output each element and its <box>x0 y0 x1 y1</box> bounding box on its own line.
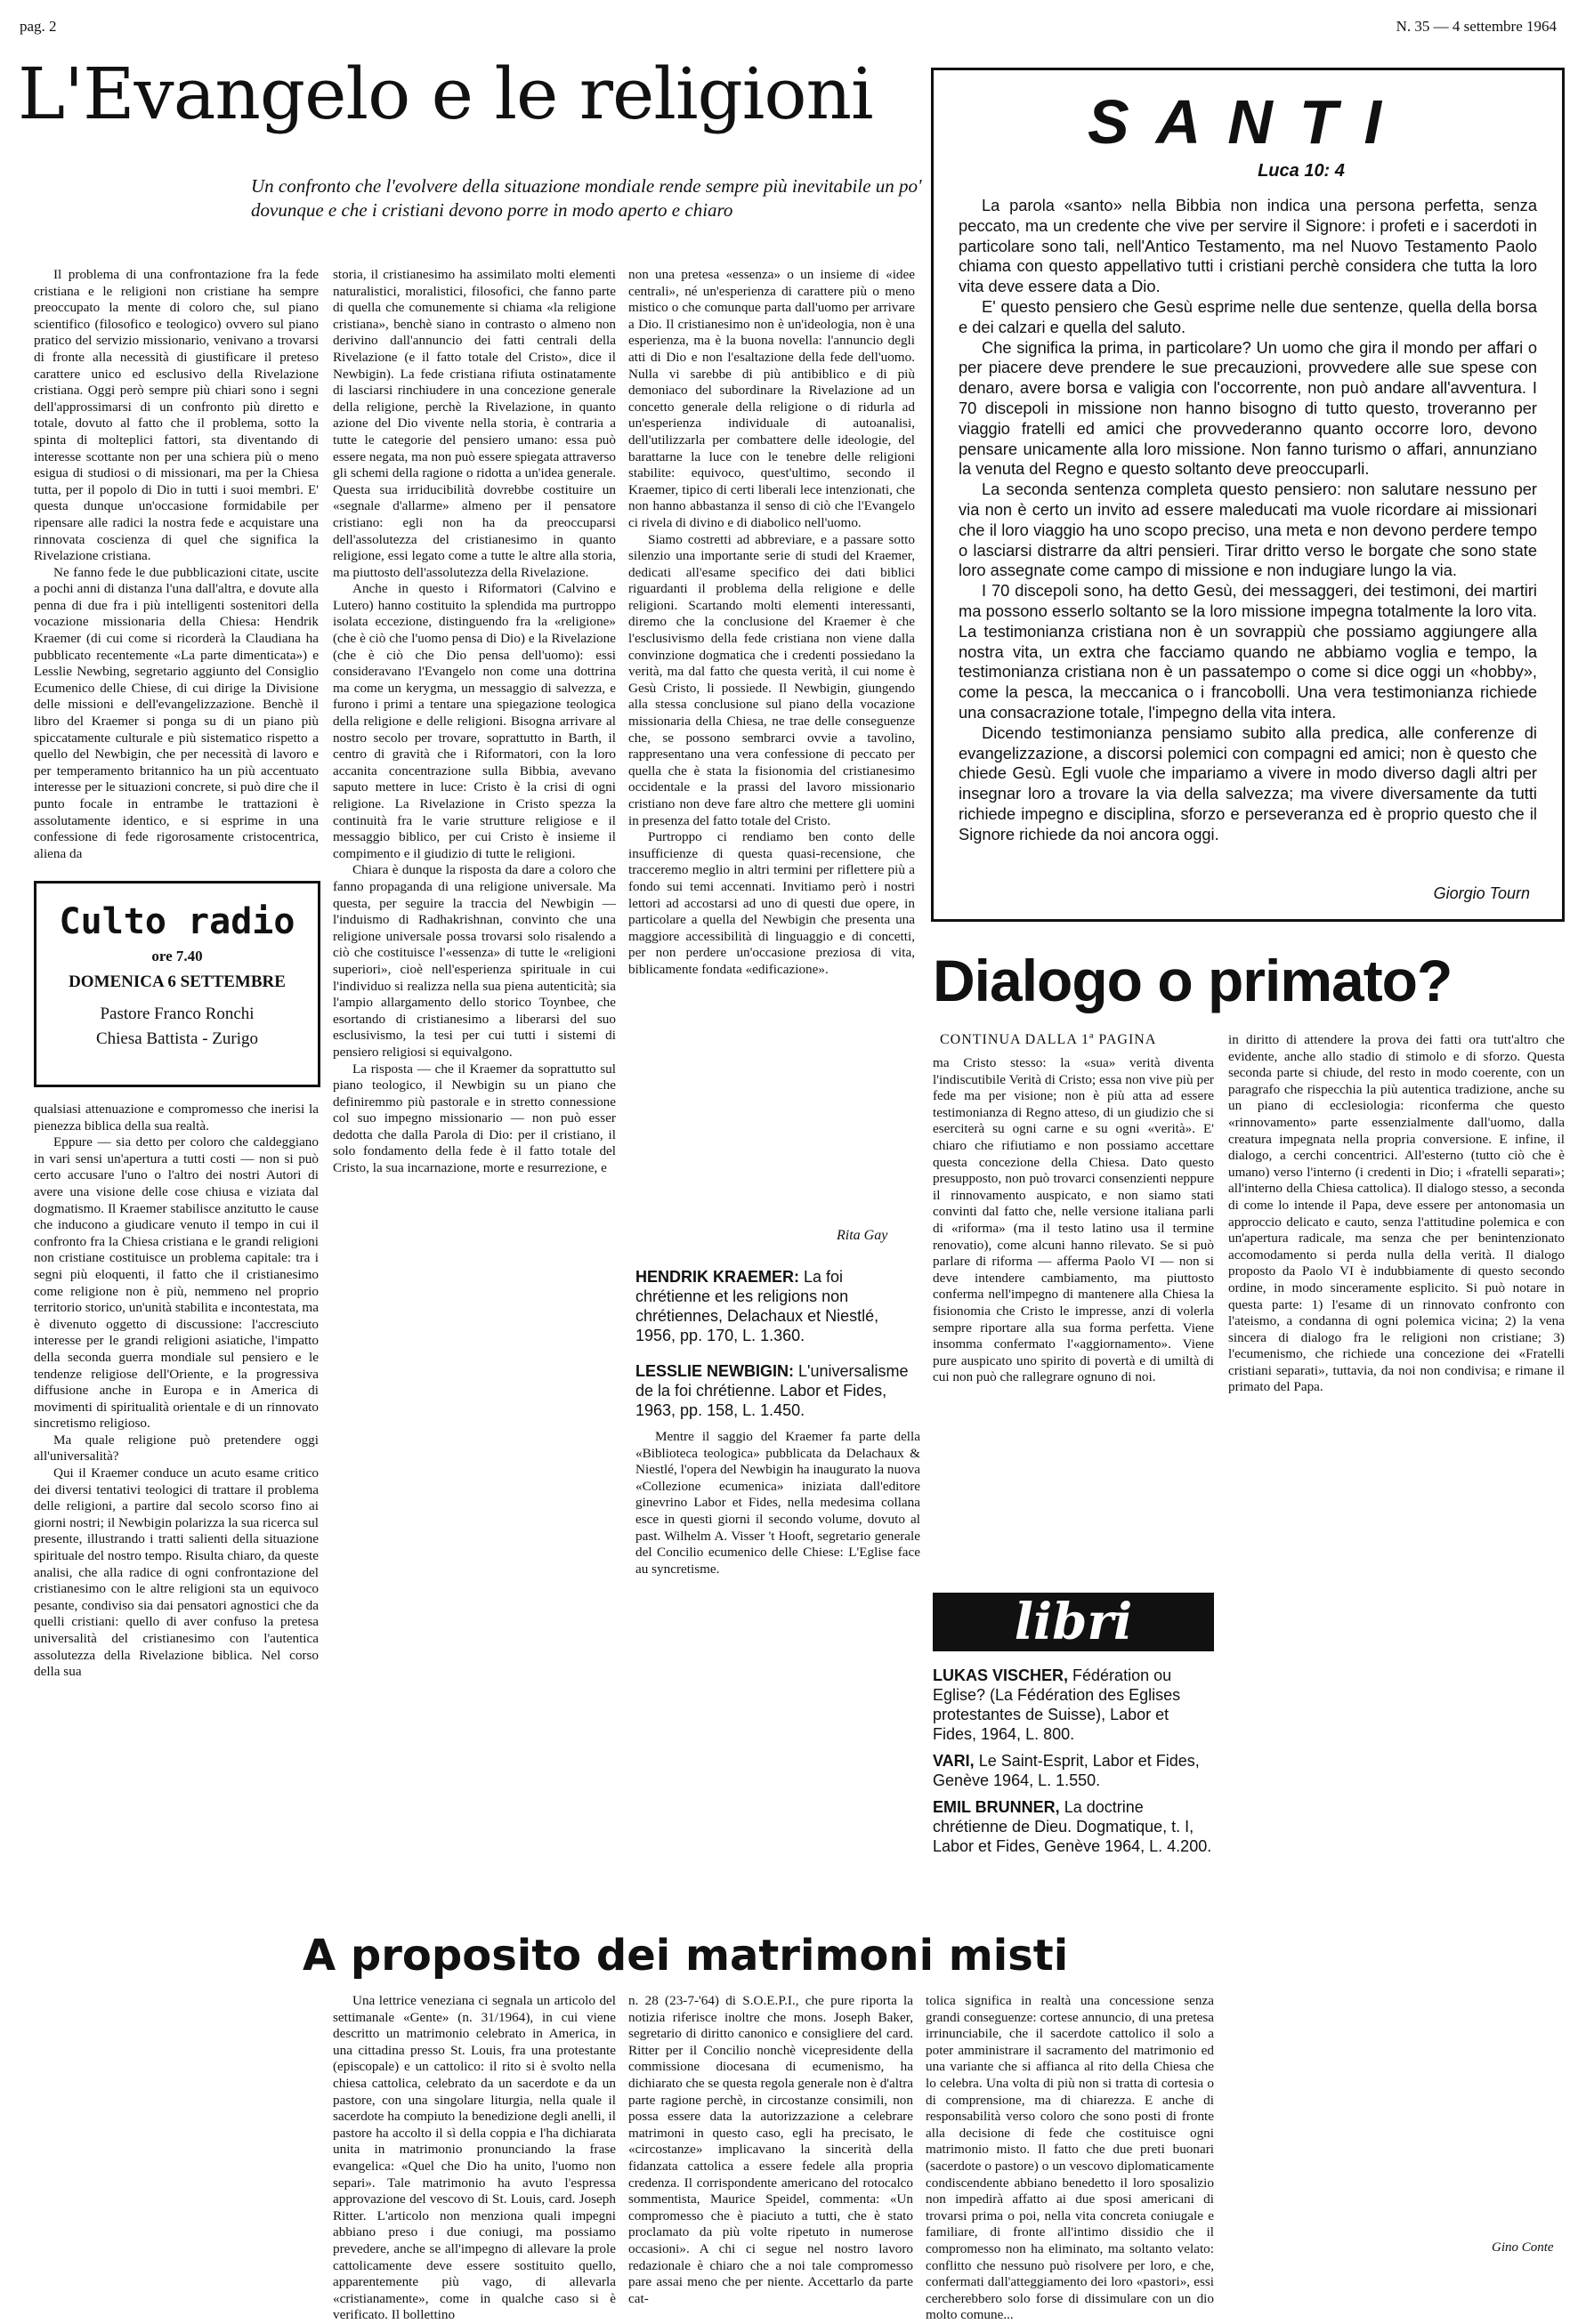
santi-box <box>931 68 1565 922</box>
main-article-title: L'Evangelo e le religioni <box>18 52 873 135</box>
libri-banner: libri <box>933 1593 1214 1651</box>
article-column-1-top <box>34 267 319 892</box>
matrimoni-column-3: tolica significa in realtà una concessione senza grandi conseguenze: cortese annuncio, di una pretesa irrinunciabile, che il sacerdote cattolico il solo a poter amministrare il sacramento del matrimonio ed una variante che si affianca al rito della Chiesa che lo celebra. Una volta di più non si tratta di cortesia o di comprensione, ma di chiarezza. E anche di responsabilità verso coloro che sono posti di fronte alla decisione di fede che costituisce ogni matrimonio misto. Il fatto che due preti buonari (sacerdote o pastore) o un vescovo diplomaticamente condiscendente abbiano benedetto il loro sposalizio non impedirà affatto ai due sposi americani di trovarsi prima o poi, nella vita concreta coniugale e familiare, di fronte all'intimo dissidio che il compromesso non ha eliminato, ma soltanto velato: conflitto che nessuno può risolvere per loro, e che, confermati dall'atteggiamento dei loro «pastori», essi cercherebbero solo forse di dissimulare con un dio molto comune... <box>926 1993 1214 2323</box>
main-article-subtitle: Un confronto che l'evolvere della situazione mondiale rende sempre più inevitabile un po' dovunque e che i cristiani devono porre in modo aperto e chiaro <box>251 175 922 221</box>
paragraph: Ne fanno fede le due pubblicazioni citate, uscite a pochi anni di distanza l'una dall'altra, e dovute alla penna di due fra i più intelligenti sostenitori della vocazione missionaria della Chiesa: Hendrik Kraemer (di cui come si ricorderà la Claudiana ha pubblicato recentemente «La parte dimenticata») e Lesslie Newbing, segretario aggiunto del Consiglio Ecumenico delle Chiese, di cui dirige la Divisione delle missioni e dell'evangelizzazione. Benchè il libro del Kraemer si ponga su di un piano più spiccatamente culturale e più sistematico rispetto a quello del Newbigin, che per necessità di lavoro e per temperamento britannico ha un più accentuato interesse per le situazioni concrete, si può dire che il punto focale in entrambe le trattazioni è assolutamente identico, e si esprime in una confessione di fede rigorosamente cristocentrica, aliena da <box>34 564 319 861</box>
article-column-2 <box>333 267 616 1904</box>
matrimoni-title: A proposito dei matrimoni misti <box>303 1931 1069 1981</box>
paragraph: Siamo costretti ad abbreviare, e a passare sotto silenzio una importante serie di studi del Kraemer, dedicati all'esame specifico dei dati biblici riguardanti il problema della religione e delle religioni. Scartando molti elementi interessanti, diremo che la conclusione del Kraemer è che l'esclusivismo della fede cristiana non viene dalla convinzione dogmatica che i credenti possiedano la verità, ma dal fatto che questa verità, il cui nome è Gesù Cristo, li possiede. Il Newbigin, giungendo alla stessa conclusione sul piano della vocazione missionaria della Chiesa, ne trae delle conseguenze che, se possono sembrarci ovvie a tavolino, rappresentano una vera confessione di peccato per quella che è stata la fisionomia del cristianesimo occidentale e la prassi del lavoro missionario cristiano non deve fare altro che mettere gli uomini in presenza del fatto totale del Cristo. <box>628 531 915 828</box>
issue-date: N. 35 — 4 settembre 1964 <box>1396 18 1557 35</box>
culto-radio-title: Culto radio <box>59 901 295 942</box>
paragraph: E' questo pensiero che Gesù esprime nelle due sentenze, quella della borsa e dei calzari e quella del saluto. <box>959 296 1537 336</box>
culto-radio-date: DOMENICA 6 SETTEMBRE <box>69 972 286 991</box>
paragraph: Ma quale religione può pretendere oggi all'universalità? <box>34 1432 319 1465</box>
culto-radio-pastor: Pastore Franco Ronchi <box>100 1005 255 1023</box>
matrimoni-column-2: n. 28 (23-7-'64) di S.O.E.P.I., che pure riporta la notizia riferisce inoltre che mons. Joseph Baker, segretario di diritto canonico e consigliere del card. Ritter per il Concilio nonchè vicepresidente della commissione diocesana di ecumenismo, ha dichiarato che se questa regola generale non è d'altra parte ragione perchè, in circostanze consimili, non possa essere data la autorizzazione a celebrare matrimoni in questo caso, egli ha precisato, le «circostanze» implicavano la sincerità della fidanzata cattolica a essere fedele alla propria credenza. Il corrispondente americano del rotocalco sommentista, Maurice Speidel, commenta: «Un compromesso che è piaciuto a tutti, che è stato proclamato da più volte ripetuto in numerose occasioni». A chi ci segue nel nostro lavoro redazionale è chiaro che a noi tale compromesso pare assai meno che per niente. Accettarlo da parte cat- <box>628 1993 913 2306</box>
santi-signature: Giorgio Tourn <box>1433 884 1530 902</box>
bibliography <box>635 1267 920 1420</box>
libri-item: VARI, Le Saint-Esprit, Labor et Fides, Genève 1964, L. 1.550. <box>933 1752 1200 1789</box>
santi-reference: Luca 10: 4 <box>1258 161 1345 181</box>
culto-radio-time: ore 7.40 <box>151 948 203 964</box>
paragraph: storia, il cristianesimo ha assimilato molti elementi naturalistici, moralistici, filosofici, che fanno parte di quella che comunemente si chiama «la religione cristiana», benchè siano in contrasto o almeno non derivino dall'annuncio dei fatti centrali della Rivelazione (e il fatto totale del Cristo», dice il Newbigin). La fede cristiana rifiuta ostinatamente di lasciarsi rinchiudere in una concezione generale della religione, perchè la Rivelazione, in quanto azione del Dio vivente nella storia, è contraria a tutte le categorie del pensiero umano: essa può essere negata, ma non può essere spiegata attraverso gli schemi della ragione o ridotta a un'idea generale. Questa sua irriducibilità dovrebbe costituire un «segnale d'allarme» almeno per il pensatore cristiano: egli non ha da preoccuparsi dell'assolutezza del cristianesimo in quanto religione, essi legato come a tutte le altre alla storia, ma piuttosto dell'assolutezza della Rivelazione. <box>333 267 616 580</box>
dialogo-continued: CONTINUA DALLA 1ª PAGINA <box>940 1032 1157 1047</box>
paragraph: non una pretesa «essenza» o un insieme di «idee centrali», né un'esperienza di carattere più o meno mistico o che comunque parta dall'uomo per arrivare a Dio. Il cristianesimo non è un'ideologia, non è una esperienza, ma è la buona novella: l'annuncio degli atti di Dio e non l'esaltazione della fede dell'uomo. Nulla vi sarebbe di più antibiblico e di più demoniaco del subordinare la Rivelazione ad un concetto generale della religione o di ridurla ad un'esperienza individuale di autoanalisi, dell'utilizzarla per combattere delle ideologie, del barattarne la luce con le tenebre delle religioni stabilite: equivoco, quest'ultimo, secondo il Kraemer, tipico di certi liberali lece intenzionati, che non hanno abbastanza il senso di ciò che l'Evangelo ci rivela di divino e di diabolico nell'uomo. <box>628 267 915 530</box>
culto-radio-box <box>34 881 320 1087</box>
paragraph: La risposta — che il Kraemer da soprattutto sul piano teologico, il Newbigin su un piano che definiremmo più pastorale e in stretto connessione col suo impegno missionario — non può esser dedotta che dalla Parola di Dio: per il cristiano, il solo fondamento della fede è il fatto totale del Cristo, la sua incarnazione, morte e resurrezione, e <box>333 1061 616 1176</box>
bibliography-item: HENDRIK KRAEMER: La foi chrétienne et les religions non chrétiennes, Delachaux et Niestlé, 1956, pp. 170, L. 1.360. <box>635 1268 879 1344</box>
paragraph: qualsiasi attenuazione e compromesso che inerisi la pienezza biblica della sua realtà. <box>34 1101 319 1134</box>
dialogo-column-1: ma Cristo stesso: la «sua» verità diventa l'indiscutibile Verità di Cristo; essa non vive più per fede ma per visione; non è più atta ad essere testimonianza di Regno atteso, di un giudizio che si eserciterà su ogni carne e su ogni «verità». E' chiaro che rifiutiamo e non possiamo accettare questa concezione della Chiesa. Dato questo presupposto, non può trovarci consenzienti neppure il rinnovamento auspicato, e non siamo stati convinti dal fatto che, nelle versione italiana parli di «riforma» (ma il testo latino usa il termine renovatio), come alcuni hanno rilevato. Se si può parlare di riforma — afferma Paolo VI — non si deve intendere cambiamento, ma piuttosto conferma nell'impegno di mantenere alla Chiesa la fisionomia che Cristo le impresse, anzi di volerla sempre riportare alla sua forma perfetta. Viene insomma confermato l'«aggiornamento». Viene pure auspicato uno spirito di povertà e di umiltà di cui non può che rallegrare ognuno di noi. <box>933 1055 1214 1385</box>
dialogo-column-2: in diritto di attendere la prova dei fatti ora tutt'altro che evidente, anche allo stadio di stimolo e di sforzo. Questa seconda parte si chiude, del resto in modo coerente, con un paragrafo che rispecchia la più autentica tradizione, anche su un piano di ecclesiologia: riconferma che questo «rinnovamento» parte essenzialmente dall'uomo, dalla creatura impegnata nella propria conversione. E infine, il dialogo, a cerchi concentrici. All'esterno (tutto ciò che è umano) verso l'interno (i credenti in Dio; i «fratelli separati»; all'interno della Chiesa cattolica). Il dialogo stesso, a seconda di come lo intende il Papa, deve essere per antonomasia un approccio delicato e cauto, senza l'attitudine polemica e con un'apertura radicale, ma senza che per benintenzionato accomodamento si perda nulla della verità. Il dialogo proposto da Paolo VI è indubbiamente di questo secondo ordine, in modo sinceramente esplicito. Si può notare in questa parte: 1) l'esame di un rinnovato confronto con l'ateismo, a condanna di ogni polemica vicina; 2) la vena sincera di dialogo fra le religioni non cristiane; 3) l'ecumenismo, che richiede una concezione dei «Fratelli cristiani separati», tuttavia, da noi non condivisa; e rimane il primato del Papa. <box>1228 1032 1565 1395</box>
paragraph: La seconda sentenza completa questo pensiero: non salutare nessuno per via non è certo un invito ad essere maleducati ma vuole ricordare ai missionari che il loro viaggio ha uno scopo preciso, una meta e non devono perdere tempo o lasciarsi distrarre da altri pensieri. Tirar dritto verso le borgate che sono state loro assegnate come campo di missione e non indugiare lungo la via. <box>959 480 1537 580</box>
paragraph: Che significa la prima, in particolare? Un uomo che gira il mondo per affari o per piacere deve prendere le sue precauzioni, provvedere alle sue spese con denaro, avere borsa e valigia con l'occorrente, non può andare all'avventura. I 70 discepoli in missione non hanno bisogno di tutto questo, troveranno per viaggio fratelli ed amici che provvederanno quanto occorre loro, devono pensare unicamente alla loro missione. Non fanno turismo o affari, annunziano la venuta del Regno e questo soltanto deve preoccuparli. <box>959 337 1537 479</box>
page-number: pag. 2 <box>20 18 57 35</box>
paragraph: Purtroppo ci rendiamo ben conto delle insufficienze di questa quasi-recensione, che tracceremo meglio in altri termini per riflettere più a fondo sui temi accennati. Invitiamo però i nostri lettori ad accostarsi ad uno di questi due opere, in particolare a quella del Newbigin che presenta una maggiore accessibilità di linguaggio e di concetti, per non perdere un'occasione preziosa di vita, biblicamente fondata «edificazione». <box>628 829 915 977</box>
article-column-3 <box>628 267 915 1217</box>
libri-item: EMIL BRUNNER, La doctrine chrétienne de Dieu. Dogmatique, t. I, Labor et Fides, Genève 1964, L. 4.200. <box>933 1798 1212 1855</box>
article-column-1-bottom <box>34 1101 319 1904</box>
paragraph: Il problema di una confrontazione fra la fede cristiana e le religioni non cristiane ha sempre preoccupato la mente di coloro che, sul piano scientifico (filosofico e teologico) ovvero sul piano pratico del servizio missionario, venivano a trovarsi di fronte alla necessità di giustificare il preteso carattere unico ed esclusivo della Rivelazione cristiana. Oggi però sempre più chiari sono i segni dell'approssimarsi di un confronto più diretto e totale, dovuto al fatto che il problema, sotto la spinta di molteplici fattori, sta diventando di interesse scottante non per una schiera più o meno esigua di studiosi o di missionari, ma per la Chiesa tutta, per il popolo di Dio in tutti i suoi membri. E' questa dunque un'occasione formidabile per ripensare alle radici la nostra fede e acquistare una rinnovata coscienza di quel che significa la Rivelazione cristiana. <box>34 267 319 564</box>
dialogo-signature: Gino Conte <box>1492 2240 1554 2255</box>
libri-list <box>933 1666 1216 1856</box>
paragraph: Eppure — sia detto per coloro che caldeggiano in vari sensi un'apertura a tutti costi — non si può certo accusare l'uno o l'altro dei nostri Autori di avere una visione delle cose chiusa e viziata dal dogmatismo. Il Kraemer stabilisce anzitutto le cause che inducono a giudicare venuto il tempo in cui il confronto fra la Chiesa cristiana e le grandi religioni non cristiane costituisce un problema capitale: tra i segni più eloquenti, il fatto che il cristianesimo come religione non è più, nemmeno nel proprio territorio storico, un'unità stabilita e incontestata, ma è divenuto oggetto di discussione: l'accresciuto interesse per le grandi religioni asiatiche, l'impatto della seconda guerra mondiale sul pensiero e le tendenze religiose dell'Oriente, e la progressiva diffusione anche in Europa e in America di movimenti di spiritualità orientale e di un rinnovato sincretismo religioso. <box>34 1134 319 1432</box>
main-article-signature: Rita Gay <box>837 1228 888 1243</box>
paragraph: Qui il Kraemer conduce un acuto esame critico dei diversi tentativi teologici di trattare il problema delle religioni, a partire dal secolo scorso fino ai giorni nostri; il Newbigin polarizza la sua ricerca sul presente, illustrando i tratti salienti della situazione spirituale del nostro tempo. Risulta chiaro, da queste analisi, che alla radice di ogni confrontazione del cristianesimo con le altre religioni sta un equivoco pesante, condiviso sia dai pensatori agnostici che da quelli cristiani: quello di aver confuso la pretesa universalità del cristianesimo con l'autentica assolutezza della Rivelazione biblica. Nel corso della sua <box>34 1465 319 1680</box>
paragraph: La parola «santo» nella Bibbia non indica una persona perfetta, senza peccato, ma un credente che vive per servire il Signore: i profeti e i sacerdoti in particolare sono tali, nell'Antico Testamento, ma nel Nuovo Testamento Paolo chiama con questo appellativo tutti i cristiani perchè considera che tutta la loro vita deve essere data a Dio. <box>959 196 1537 296</box>
paragraph: Chiara è dunque la risposta da dare a coloro che fanno propaganda di una religione universale. Ma questa, per seguire la traccia del Newbigin — l'induismo di Radhakrishnan, convinto che una religione universale possa trovarsi solo risalendo a ciò che costituisce l'«essenza» di tutte le «religioni superiori», cioè nell'esperienza spirituale in cui l'individuo si realizza nella sua piena autenticità; sia l'ampio allargamento dello storico Toynbee, che esortando di cristianesimo a liberarsi del suo esclusivismo, la tesi per cui tutti i sistemi di pensiero religiosi si equivalgono. <box>333 862 616 1060</box>
bibliography-item: LESSLIE NEWBIGIN: L'universalisme de la foi chrétienne. Labor et Fides, 1963, pp. 158, L. 1.450. <box>635 1362 909 1419</box>
paragraph: Anche in questo i Riformatori (Calvino e Lutero) hanno costituito la splendida ma purtroppo isolata eccezione, distinguendo fra la «religione» (che è ciò che l'uomo pensa di Dio) e la Rivelazione (che è ciò che Dio pensa dell'uomo): essi consideravano l'Evangelo non come una dottrina ma come un kerygma, un messaggio di salvezza, e furono i primi a tentare una spiegazione teologica della religione e delle religioni. Bisogna arrivare al nostro secolo per trovare, soprattutto in Barth, il centro di gravità che i Riformatori, con la loro accanita concentrazione sulla Bibbia, avevano saputo mettere in luce: Cristo è la crisi di ogni religione. La Rivelazione in Cristo spezza la continuità fra le varie strutture religiose e il messaggio biblico, per cui Cristo è insieme il compimento e il giudizio di tutte le religioni. <box>333 581 616 861</box>
culto-radio-church: Chiesa Battista - Zurigo <box>95 1029 259 1048</box>
paragraph: Dicendo testimonianza pensiamo subito alla predica, alle conferenze di evangelizzazione, a discorsi polemici con compagni ed amici; non è questo che chiede Gesù. Egli vuole che impariamo a vivere in modo diverso dagli altri per insegnar loro a trovare la via della salvezza; ma vivere diversamente da tutti richiede impegno e disciplina, sforzo e perseveranza ed è proprio questo che il Signore richiede da noi ancora oggi. <box>959 722 1537 843</box>
santi-title: SANTI <box>1088 87 1408 157</box>
libri-item: LUKAS VISCHER, Fédération ou Eglise? (La Fédération des Eglises protestantes de Suisse), Labor et Fides, 1964, L. 800. <box>933 1666 1181 1743</box>
santi-text <box>934 182 1562 845</box>
dialogo-title: Dialogo o primato? <box>933 948 1453 1013</box>
matrimoni-column-1: Una lettrice veneziana ci segnala un articolo del settimanale «Gente» (n. 31/1964), in cui viene descritto un matrimonio celebrato in America, in una cittadina presso St. Louis, fra una protestante (episcopale) e un cattolico: il rito si è svolto nella chiesa cattolica, celebrato da un sacerdote e da un pastore, con una singolare liturgia, nella quale il sacerdote ha compiuto la benedizione degli anelli, il pastore ha accolto il sì della coppia e l'ha dichiarata unita in matrimonio pronunciando la frase evangelica: «Quel che Dio ha unito, l'uomo non separi». Tale matrimonio ha avuto l'espressa approvazione del vescovo di St. Louis, card. Joseph Ritter. L'articolo non menziona quali impegni abbiano preso i due coniugi, ma possiamo prevedere, anche se all'impegno di allevare la prole cattolicamente deve essere sostituito quello, apparentemente più vago, di allevarla «cristianamente», come in qualche caso si è verificato. Il bollettino <box>333 1993 616 2323</box>
bibliography-note: Mentre il saggio del Kraemer fa parte della «Biblioteca teologica» pubblicata da Delachaux & Niestlé, l'opera del Newbigin ha inaugurato la nuova «Collezione ecumenica» iniziata dall'editore ginevrino Labor et Fides, nella medesima collana esce in questi giorni il secondo volume, dovuto al past. Wilhelm A. Visser 't Hooft, segretario generale del Concilio ecumenico delle Chiese: L'Eglise face au syncretisme. <box>635 1429 920 1577</box>
paragraph: I 70 discepoli sono, ha detto Gesù, dei messaggeri, dei testimoni, dei martiri ma possono esserlo soltanto se la loro missione impegna totalmente la loro vita. La testimonianza cristiana non è un sovrappiù che possiamo aggiungere alla nostra vita, un extra che facciamo quando ne abbiamo voglia e tempo, la testimonianza cristiana non è un passatempo o come si dice oggi un «hobby», come la pesca, la meccanica o i francobolli. Una vera testimonianza richiede una consacrazione totale, l'impegno della vita intera. <box>959 581 1537 722</box>
